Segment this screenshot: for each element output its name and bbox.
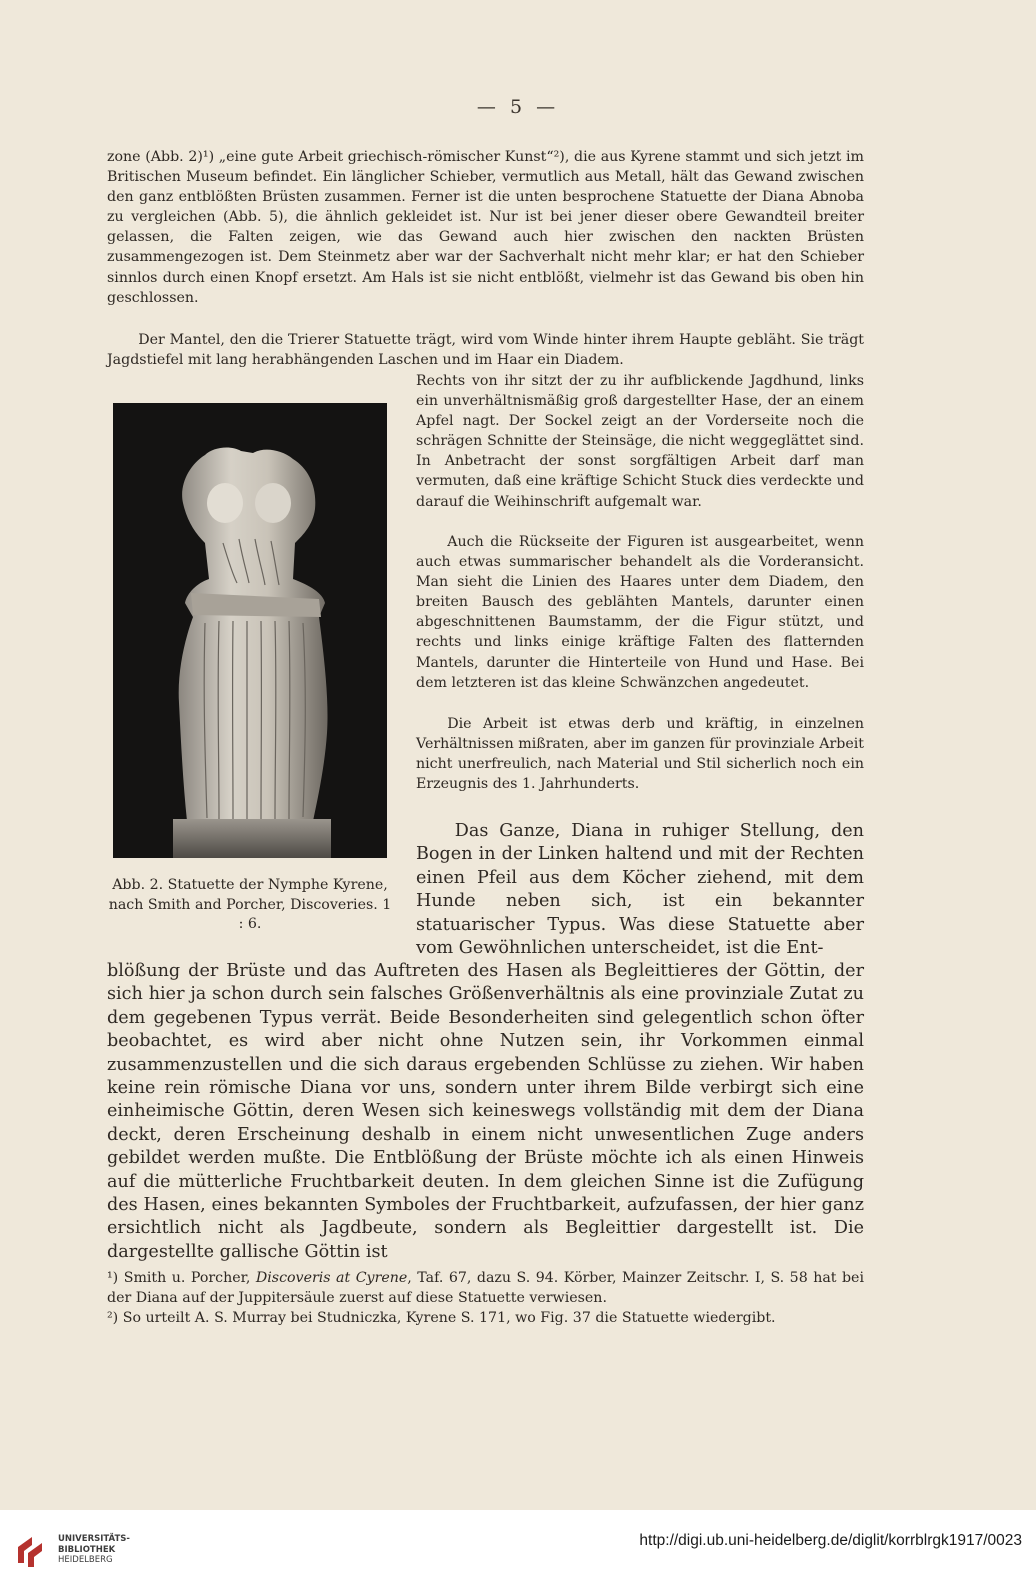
footnote-1-text-a: Smith u. Porcher, <box>123 1270 256 1286</box>
footnote-1-mark: ¹) <box>107 1270 124 1286</box>
library-logo-icon <box>14 1533 52 1571</box>
library-line-3: HEIDELBERG <box>58 1555 113 1565</box>
footnote-1-title: Discoveris at Cyrene <box>255 1270 408 1286</box>
page-number: — 5 — <box>476 96 560 118</box>
paragraph-das-ganze: Das Ganze, Diana in ruhiger Stellung, den Bogen in der Linken haltend und mit der Rechten einen Pfeil aus dem Köcher ziehend, mit dem Hunde neben sich, ist ein bekannter statuarischer Typus. Was diese Statuette aber vom Gewöhnlichen unterscheidet, ist die Ent- <box>416 821 864 959</box>
library-name[interactable] <box>58 1534 130 1566</box>
library-line-2: BIBLIOTHEK <box>58 1544 116 1555</box>
permalink-url[interactable]: http://digi.ub.uni-heidelberg.de/diglit/korrblrgk1917/0023 <box>639 1532 1022 1549</box>
footnote-1 <box>107 1268 864 1308</box>
paragraph-zone: zone (Abb. 2)¹) „eine gute Arbeit griechisch-römischer Kunst“²), die aus Kyrene stammt und sich jetzt im Britischen Museum befindet. Ein länglicher Schieber, vermutlich aus Metall, hält das Gewand zwischen den ganz entblößten Brüsten zusammen. Ferner ist die unten besprochene Statuette der Diana Abnoba zu vergleichen (Abb. 5), die ähnlich gekleidet ist. Nur ist bei jener dieser obere Gewandteil breiter gelassen, die Falten zeigen, wie das Gewand auch hier zwischen den nackten Brüsten zusammengezogen ist. Dem Steinmetz aber war der Sachverhalt nicht mehr klar; er hat den Schieber sinnlos durch einen Knopf ersetzt. Am Hals ist sie nicht entblößt, vielmehr ist das Gewand bis oben hin geschlossen. <box>107 149 864 306</box>
paragraph-mantel: Der Mantel, den die Trierer Statuette trägt, wird vom Winde hinter ihrem Haupte gebläht. Sie trägt Jagdstiefel mit lang herabhängenden Laschen und im Haar ein Diadem. <box>107 332 864 369</box>
paragraph-rueckseite: Auch die Rückseite der Figuren ist ausgearbeitet, wenn auch etwas summarischer behandelt als die Vorderansicht. Man sieht die Linien des Haares unter dem Diadem, den breiten Bausch des geblähten Mantels, darunter einen abgeschnittenen Baumstamm, der die Figur stützt, und rechts und links einige kräftige Falten des flatternden Mantels, darunter die Hinterteile von Hund und Hase. Bei dem letzteren ist das kleine Schwänzchen angedeutet. <box>416 534 864 691</box>
figure-caption: Abb. 2. Statuette der Nymphe Kyrene, nach Smith and Porcher, Discoveries. 1 : 6. <box>108 877 392 932</box>
paragraph-entbloessung: blößung der Brüste und das Auftreten des Hasen als Begleittieres der Göttin, der sich hier ja schon durch sein falsches Größenverhältnis als eine provinziale Zutat zu dem gegebenen Typus verrät. Beide Besonderheiten sind gelegentlich schon öfter beobachtet, es wird aber nicht ohne Nutzen sein, ihr Vorkommen einmal zusammenzustellen und die sich daraus ergebenden Schlüsse zu ziehen. Wir haben keine rein römische Diana vor uns, sondern unter ihrem Bilde verbirgt sich eine einheimische Göttin, deren Wesen sich keineswegs vollständig mit dem der Diana deckt, deren Erscheinung deshalb in einem nicht unwesentlichen Zuge anders gebildet werden mußte. Die Entblößung der Brüste möchte ich als einen Hinweis auf die mütterliche Fruchtbarkeit deuten. In dem gleichen Sinne ist die Zufügung des Hasen, eines bekannten Symboles der Fruchtbarkeit, aufzufassen, der hier ganz ersichtlich nicht als Jagdbeute, sondern als Begleittier dargestellt ist. Die dargestellte gallische Göttin ist <box>107 961 864 1262</box>
statuette-image <box>113 403 387 858</box>
statuette-photo <box>113 403 387 858</box>
footnote-2: ²) So urteilt A. S. Murray bei Studniczka, Kyrene S. 171, wo Fig. 37 die Statuette wiedergibt. <box>107 1310 776 1326</box>
library-line-1: UNIVERSITÄTS- <box>58 1534 130 1544</box>
footnote-1-text-b: , Taf. 67, dazu S. 94. Körber, Mainzer Zeitschr. I, S. 58 hat bei der Diana auf der Juppitersäule zuerst auf diese Statuette verwiesen. <box>107 1270 864 1306</box>
paragraph-jagdhund: Rechts von ihr sitzt der zu ihr aufblickende Jagdhund, links ein unverhältnismäßig groß dargestellter Hase, der an einem Apfel nagt. Der Sockel zeigt an der Vorderseite noch die schrägen Schnitte der Steinsäge, die nicht weggeglättet sind. In Anbetracht der sonst sorgfältigen Arbeit darf man vermuten, daß eine kräftige Schicht Stuck dies verdeckte und darauf die Weihinschrift aufgemalt war. <box>416 373 864 510</box>
paragraph-arbeit: Die Arbeit ist etwas derb und kräftig, in einzelnen Verhältnissen mißraten, aber im ganzen für provinziale Arbeit nicht unerfreulich, nach Material und Stil sicherlich noch ein Erzeugnis des 1. Jahrhunderts. <box>416 716 864 793</box>
